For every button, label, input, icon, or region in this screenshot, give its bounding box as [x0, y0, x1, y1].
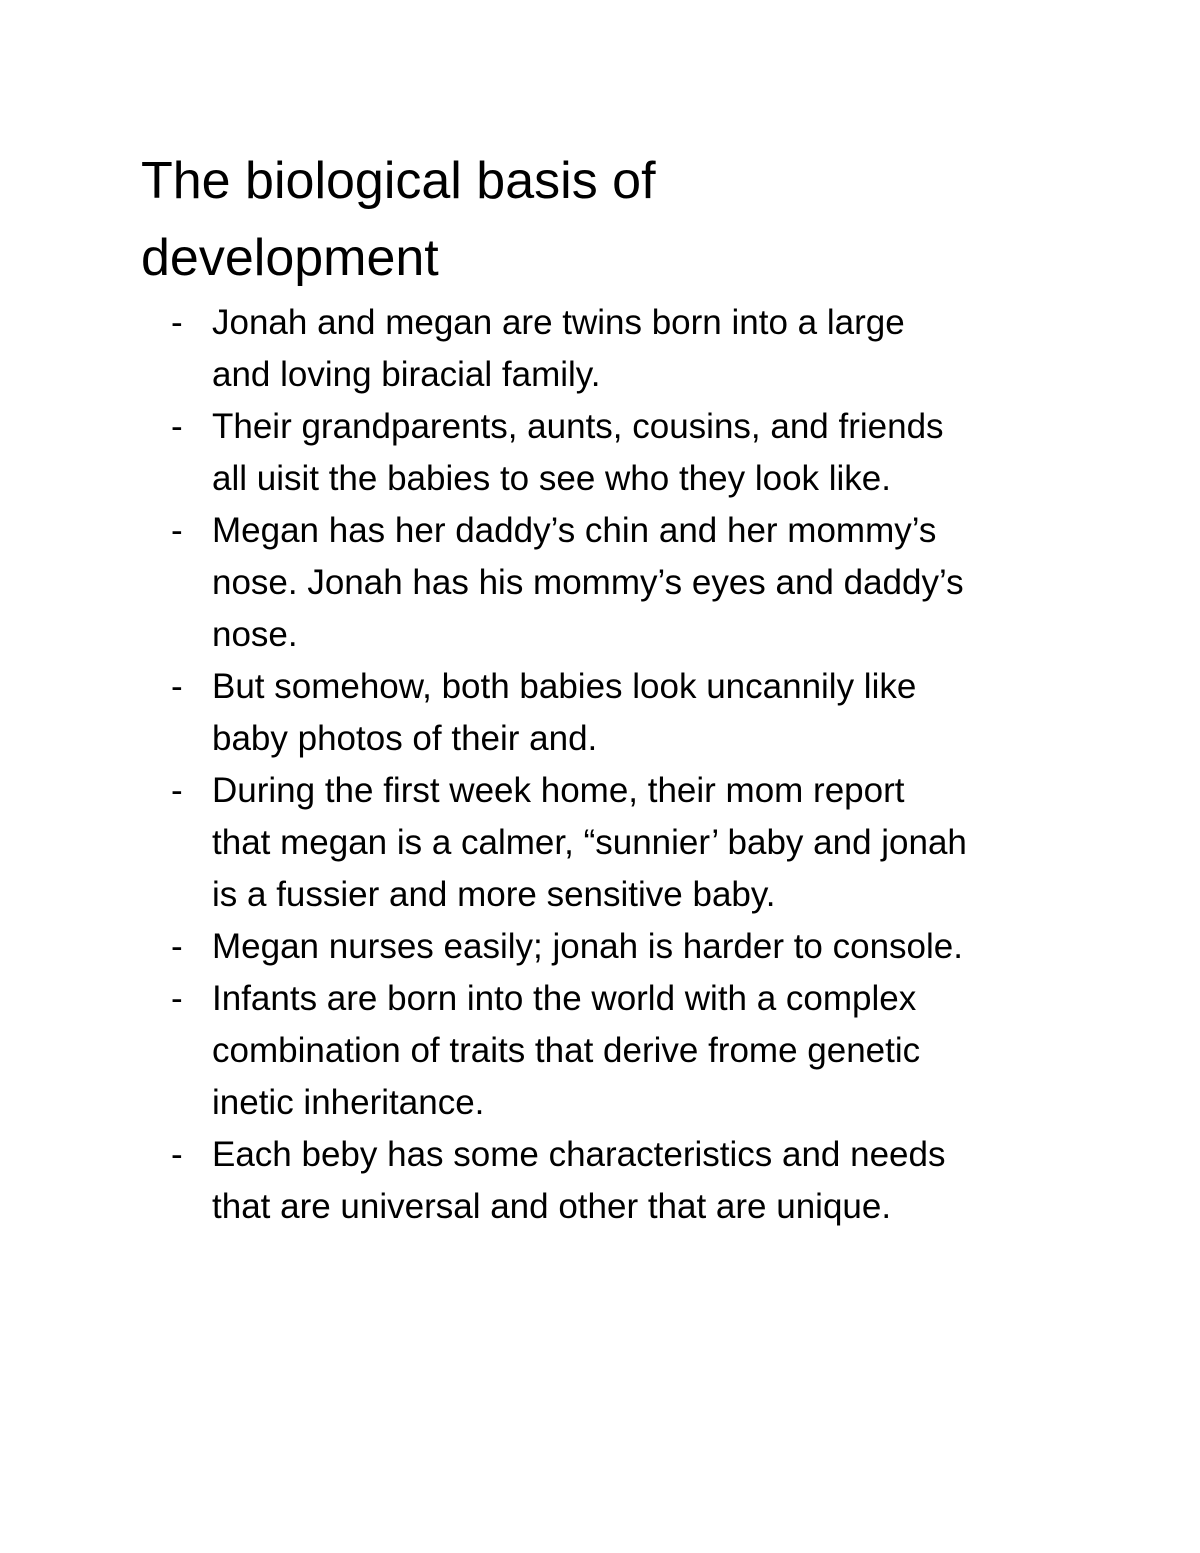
- list-item-text: During the first week home, their mom report that megan is a calmer, “sunnier’ baby and jonah is a fussier and more sensitive baby.: [212, 771, 967, 914]
- list-item-text: Their grandparents, aunts, cousins, and friends all uisit the babies to see who they look like.: [212, 407, 944, 498]
- bullet-list: [171, 297, 1071, 1233]
- dash-marker: -: [171, 1135, 183, 1174]
- dash-marker: -: [171, 407, 183, 446]
- list-item: [171, 505, 1071, 661]
- list-item-text: Jonah and megan are twins born into a large and loving biracial family.: [212, 303, 905, 394]
- dash-marker: -: [171, 511, 183, 550]
- list-item-text: Megan nurses easily; jonah is harder to console.: [212, 927, 963, 966]
- dash-marker: -: [171, 667, 183, 706]
- list-item-text: But somehow, both babies look uncannily like baby photos of their and.: [212, 667, 917, 758]
- list-item: [171, 297, 1071, 401]
- list-item: [171, 401, 1071, 505]
- list-item: [171, 765, 1071, 921]
- list-item: [171, 661, 1071, 765]
- dash-marker: -: [171, 771, 183, 810]
- list-item-text: Megan has her daddy’s chin and her mommy’s nose. Jonah has his mommy’s eyes and daddy’s nose.: [212, 511, 964, 654]
- list-item: [171, 921, 1071, 973]
- dash-marker: -: [171, 979, 183, 1018]
- list-item: [171, 973, 1071, 1129]
- list-item-text: Each beby has some characteristics and needs that are universal and other that are unique.: [212, 1135, 946, 1226]
- dash-marker: -: [171, 927, 183, 966]
- page-title: The biological basis of development: [141, 152, 656, 287]
- list-item: [171, 1129, 1071, 1233]
- dash-marker: -: [171, 303, 183, 342]
- list-item-text: Infants are born into the world with a complex combination of traits that derive frome genetic inetic inheritance.: [212, 979, 921, 1122]
